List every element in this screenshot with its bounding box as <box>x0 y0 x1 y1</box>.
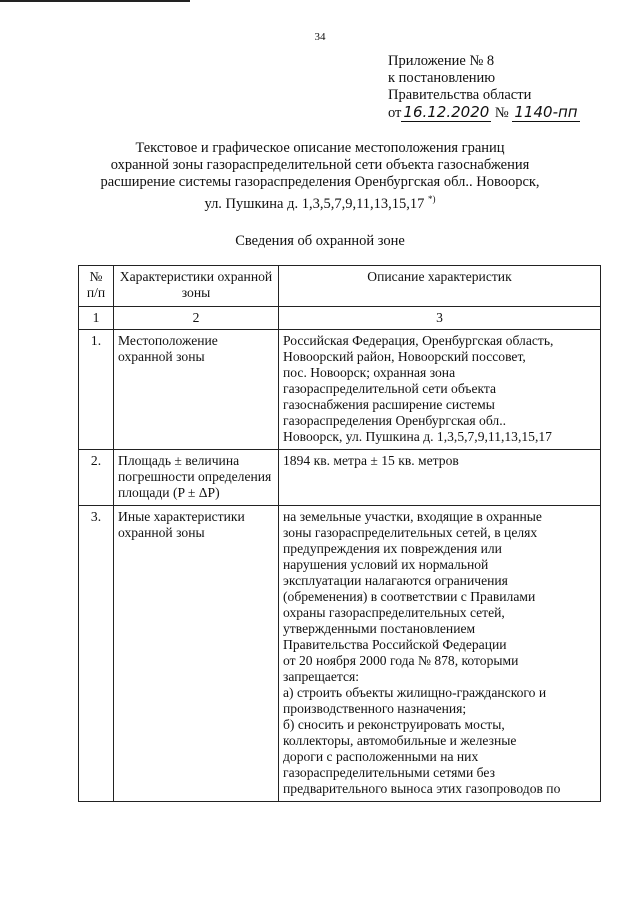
description-line: нарушения условий их нормальной <box>283 557 489 572</box>
row-number: 2. <box>79 450 114 506</box>
description-line: б) сносить и реконструировать мосты, <box>283 717 505 732</box>
appendix-line-2: к постановлению <box>388 70 496 86</box>
appendix-block <box>388 53 580 122</box>
table-row <box>79 506 601 802</box>
section-subtitle: Сведения об охранной зоне <box>235 233 405 249</box>
description-line: газораспределения Оренбургская обл.. <box>283 413 507 428</box>
title-line-3: расширение системы газораспределения Оренбургская обл.. Новоорск, <box>100 174 540 190</box>
handwritten-date: 16.12.2020 <box>403 103 490 121</box>
description-line: на земельные участки, входящие в охранные <box>283 509 542 524</box>
date-prefix: от <box>388 105 402 121</box>
description-line: газораспределительными сетями без <box>283 765 495 780</box>
title-line-2: охранной зоны газораспределительной сети объекта газоснабжения <box>110 157 530 173</box>
description-line: газораспределительной сети объекта <box>283 381 497 396</box>
column-number-1: 1 <box>79 307 114 330</box>
top-rule <box>0 0 190 2</box>
column-number-3: 3 <box>279 307 601 330</box>
description-line: эксплуатации налагаются ограничения <box>283 573 508 588</box>
row-description <box>279 330 601 450</box>
description-line: дороги с расположенными на них <box>283 749 479 764</box>
title-line-4: ул. Пушкина д. 1,3,5,7,9,11,13,15,17 <box>204 195 425 212</box>
table-row <box>79 450 601 506</box>
document-title <box>40 140 600 213</box>
description-line: охраны газораспределительных сетей, <box>283 605 505 620</box>
row-description <box>279 450 601 506</box>
description-line: от 20 ноября 2000 года № 878, которыми <box>283 653 519 668</box>
description-line: запрещается: <box>283 669 360 684</box>
footnote-mark: *) <box>428 194 436 204</box>
appendix-line-1: Приложение № 8 <box>388 53 495 69</box>
zone-info-table <box>78 265 601 802</box>
column-number-row <box>79 307 601 330</box>
row-name: Площадь ± величина погрешности определения площади (P ± ΔP) <box>114 450 279 506</box>
description-line: утвержденными постановлением <box>283 621 476 636</box>
header-cell-characteristics: Характеристики охранной зоны <box>114 266 279 307</box>
title-line-4-wrap <box>40 191 600 213</box>
description-line: Российская Федерация, Оренбургская область, <box>283 333 554 348</box>
row-number: 1. <box>79 330 114 450</box>
header-cell-number: № п/п <box>79 266 114 307</box>
description-line: производственного назначения; <box>283 701 467 716</box>
number-sign: № <box>494 105 509 121</box>
description-line: Правительства Российской Федерации <box>283 637 507 652</box>
description-line: а) строить объекты жилищно-гражданского и <box>283 685 547 700</box>
title-line-1: Текстовое и графическое описание местоположения границ <box>135 140 505 156</box>
description-line: зоны газораспределительных сетей, в целях <box>283 525 538 540</box>
description-line: Новоорский район, Новоорский поссовет, <box>283 349 526 364</box>
description-line: предварительного выноса этих газопроводов по <box>283 781 561 796</box>
row-name: Местоположение охранной зоны <box>114 330 279 450</box>
row-number: 3. <box>79 506 114 802</box>
table-row <box>79 330 601 450</box>
description-line: предупреждения их повреждения или <box>283 541 502 556</box>
row-name: Иные характеристики охранной зоны <box>114 506 279 802</box>
description-line: газоснабжения расширение системы <box>283 397 495 412</box>
description-line: пос. Новоорск; охранная зона <box>283 365 456 380</box>
description-line: 1894 кв. метра ± 15 кв. метров <box>283 453 459 468</box>
description-line: Новоорск, ул. Пушкина д. 1,3,5,7,9,11,13,15,17 <box>283 429 552 444</box>
description-line: коллекторы, автомобильные и железные <box>283 733 517 748</box>
header-cell-description: Описание характеристик <box>279 266 601 307</box>
handwritten-number: 1140-пп <box>514 103 578 121</box>
description-line: (обременения) в соответствии с Правилами <box>283 589 536 604</box>
appendix-date-line <box>388 104 580 122</box>
table-header-row <box>79 266 601 307</box>
column-number-2: 2 <box>114 307 279 330</box>
appendix-line-3: Правительства области <box>388 87 532 103</box>
row-description <box>279 506 601 802</box>
page-number: 34 <box>314 31 326 43</box>
